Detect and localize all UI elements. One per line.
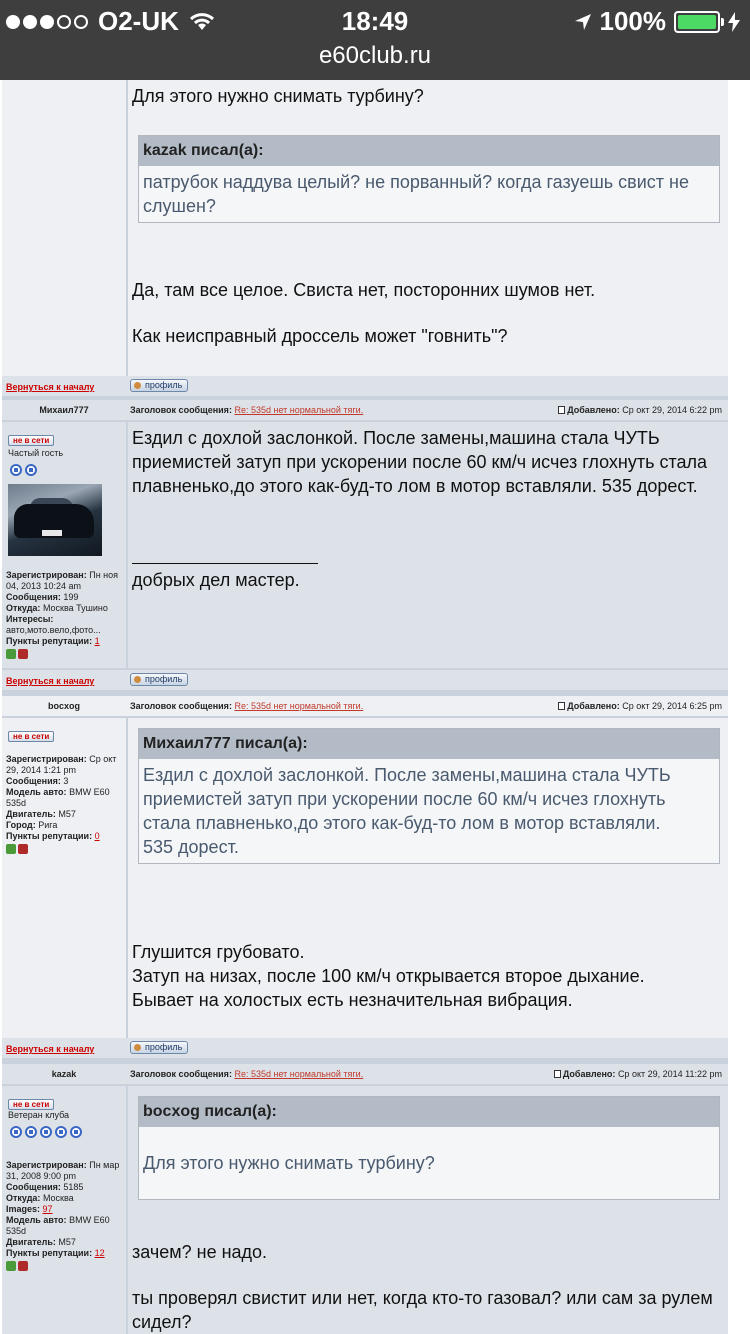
info-label: Сообщения: xyxy=(6,776,61,786)
info-label: Модель авто: xyxy=(6,1215,67,1225)
info-value: Москва Тушино xyxy=(42,603,108,613)
info-value: Ср окт 29, 2014 1:21 pm xyxy=(6,754,117,775)
info-label: Город: xyxy=(6,820,36,830)
post-header xyxy=(2,400,728,420)
added-label: Добавлено: xyxy=(567,701,620,711)
rep-up-icon[interactable] xyxy=(6,1261,16,1271)
quote-author: kazak писал(а): xyxy=(139,136,719,166)
quote-line: Ездил с дохлой заслонкой. После замены,машина стала ЧУТЬ приемистей затуп при ускорении после 60 км/ч исчез глохнуть стала плавненько,до этого как-буд-то лом в мотор вставляли. xyxy=(143,765,671,833)
post-text: Как неисправный дроссель может "говнить"? xyxy=(132,326,508,346)
info-label: Зарегистрирован: xyxy=(6,570,87,580)
post-text: Ездил с дохлой заслонкой. После замены,машина стала ЧУТЬ приемистей затуп при ускорении после 60 км/ч исчез глохнуть стала плавненько,до этого как-буд-то лом в мотор вставляли. 535 дорест. xyxy=(132,428,708,496)
info-value: Рига xyxy=(38,820,58,830)
post-date xyxy=(558,701,722,711)
post-subject xyxy=(130,405,363,415)
profile-button[interactable]: профиль xyxy=(130,379,188,392)
rep-down-icon[interactable] xyxy=(18,649,28,659)
post-text xyxy=(132,940,645,1012)
rep-up-icon[interactable] xyxy=(6,649,16,659)
info-value: Пн ноя 04, 2013 10:24 am xyxy=(6,570,119,591)
location-arrow-icon xyxy=(574,13,592,31)
info-label: Откуда: xyxy=(6,1193,41,1203)
info-label: Зарегистрирован: xyxy=(6,1160,87,1170)
post-author-panel xyxy=(2,1086,126,1334)
subject-label: Заголовок сообщения: xyxy=(130,405,232,415)
offline-badge: не в сети xyxy=(8,731,54,742)
subject-link[interactable]: Re: 535d нет нормальной тяги. xyxy=(234,701,364,711)
rank-star-icon xyxy=(10,1126,22,1138)
info-label: Зарегистрирован: xyxy=(6,754,87,764)
status-right xyxy=(574,6,741,37)
post-line: Глушится грубовато. xyxy=(132,942,305,962)
battery-icon xyxy=(674,11,720,33)
info-value: 5185 xyxy=(63,1182,84,1192)
status-bar xyxy=(0,0,750,80)
charging-icon xyxy=(728,12,740,32)
quote-block xyxy=(138,728,720,864)
post-icon[interactable] xyxy=(558,406,565,414)
signature: добрых дел мастер. xyxy=(132,570,300,590)
post-body xyxy=(128,422,728,668)
post-body xyxy=(128,718,728,1038)
info-label: Двигатель: xyxy=(6,809,56,819)
rank-star-icon xyxy=(25,464,37,476)
post-date-value: Ср окт 29, 2014 6:25 pm xyxy=(622,701,722,711)
back-to-top-link[interactable]: Вернуться к началу xyxy=(6,382,95,392)
post-footer xyxy=(2,670,728,690)
offline-badge: не в сети xyxy=(8,435,54,446)
post-footer xyxy=(2,376,728,396)
user-info xyxy=(6,1160,124,1271)
info-label: Пункты репутации: xyxy=(6,636,93,646)
battery-percent: 100% xyxy=(599,6,666,36)
user-rank: Ветеран клуба xyxy=(8,1110,70,1120)
post-author-name[interactable]: kazak xyxy=(51,1069,77,1079)
post-header xyxy=(2,696,728,716)
quote-body xyxy=(139,759,719,863)
post-subject xyxy=(130,1069,363,1079)
user-info xyxy=(6,754,124,854)
post-text: зачем? не надо. xyxy=(132,1242,268,1262)
offline-badge: не в сети xyxy=(8,1099,54,1110)
post-text: ты проверял свистит или нет, когда кто-то газовал? или сам за рулем сидел? xyxy=(132,1288,713,1332)
post-author-panel xyxy=(2,718,126,1038)
post-icon[interactable] xyxy=(554,1070,561,1078)
address-bar[interactable]: e60club.ru xyxy=(318,42,432,69)
rep-up-icon[interactable] xyxy=(6,844,16,854)
subject-label: Заголовок сообщения: xyxy=(130,701,232,711)
rank-star-icon xyxy=(10,464,22,476)
post-line: Затуп на низах, после 100 км/ч открывается второе дыхание. xyxy=(132,966,645,986)
quote-body: Для этого нужно снимать турбину? xyxy=(143,1153,435,1173)
post-body xyxy=(128,80,728,376)
added-label: Добавлено: xyxy=(567,405,620,415)
quote-block xyxy=(138,135,720,223)
info-value: авто,мото.вело,фото... xyxy=(6,625,101,635)
carrier-name: O2-UK xyxy=(98,6,179,36)
rep-down-icon[interactable] xyxy=(18,844,28,854)
info-label: Сообщения: xyxy=(6,592,61,602)
profile-button[interactable]: профиль xyxy=(130,673,188,686)
info-label: Images: xyxy=(6,1204,41,1214)
profile-button[interactable]: профиль xyxy=(130,1041,188,1054)
user-info xyxy=(6,570,124,659)
info-value: Пн мар 31, 2008 9:00 pm xyxy=(6,1160,120,1181)
subject-link[interactable]: Re: 535d нет нормальной тяги. xyxy=(234,405,364,415)
quote-author: Михаил777 писал(а): xyxy=(139,729,719,759)
info-value: M57 xyxy=(58,809,76,819)
clock: 18:49 xyxy=(341,6,409,36)
post-author-name[interactable]: bocxog xyxy=(47,701,80,711)
rank-star-icon xyxy=(25,1126,37,1138)
post-footer xyxy=(2,1038,728,1058)
signature-divider xyxy=(132,546,318,564)
info-label: Двигатель: xyxy=(6,1237,56,1247)
quote-author: bocxog писал(а): xyxy=(139,1097,719,1127)
reputation-buttons xyxy=(6,844,124,854)
subject-link[interactable]: Re: 535d нет нормальной тяги. xyxy=(234,1069,364,1079)
info-label: Пункты репутации: xyxy=(6,1248,93,1258)
rank-star-icon xyxy=(70,1126,82,1138)
info-value: BMW E60 535d xyxy=(6,1215,110,1236)
rank-stars xyxy=(10,1126,82,1138)
reputation-buttons xyxy=(6,649,124,659)
added-label: Добавлено: xyxy=(562,1069,616,1079)
info-value: 3 xyxy=(63,776,69,786)
page-content xyxy=(0,80,750,1334)
back-to-top-link[interactable]: Вернуться к началу xyxy=(6,1044,95,1054)
post-date-value: Ср окт 29, 2014 11:22 pm xyxy=(617,1069,722,1079)
reputation-link[interactable]: 1 xyxy=(94,636,100,646)
post-subject xyxy=(130,701,363,711)
images-link[interactable]: 97 xyxy=(42,1204,53,1214)
quote-body: патрубок наддува целый? не порванный? когда газуешь свист не слушен? xyxy=(143,172,689,216)
post-author-panel xyxy=(2,422,126,668)
reputation-link[interactable]: 0 xyxy=(94,831,100,841)
info-value: 199 xyxy=(63,592,79,602)
post-icon[interactable] xyxy=(558,702,565,710)
rank-star-icon xyxy=(40,1126,52,1138)
post-text: Для этого нужно снимать турбину? xyxy=(132,86,424,106)
info-label: Модель авто: xyxy=(6,787,67,797)
info-label: Откуда: xyxy=(6,603,41,613)
info-label: Сообщения: xyxy=(6,1182,61,1192)
post-date-value: Ср окт 29, 2014 6:22 pm xyxy=(622,405,722,415)
post-text: Да, там все целое. Свиста нет, посторонних шумов нет. xyxy=(132,280,596,300)
post-author-name[interactable]: Михаил777 xyxy=(39,405,89,415)
reputation-link[interactable]: 12 xyxy=(94,1248,105,1258)
post-author-panel xyxy=(2,80,126,376)
post-date xyxy=(558,405,722,415)
topic-table xyxy=(2,80,728,1334)
post-header xyxy=(2,1064,728,1084)
rep-down-icon[interactable] xyxy=(18,1261,28,1271)
avatar xyxy=(8,484,102,556)
quote-line: 535 дорест. xyxy=(143,837,239,857)
reputation-buttons xyxy=(6,1261,124,1271)
quote-block xyxy=(138,1096,720,1200)
rank-star-icon xyxy=(55,1126,67,1138)
user-rank: Частый гость xyxy=(8,448,64,458)
info-label: Пункты репутации: xyxy=(6,831,93,841)
post-line: Бывает на холостых есть незначительная вибрация. xyxy=(132,990,573,1010)
info-value: M57 xyxy=(58,1237,76,1247)
info-value: BMW E60 535d xyxy=(6,787,110,808)
info-value: Москва xyxy=(42,1193,74,1203)
post-body xyxy=(128,1086,728,1334)
back-to-top-link[interactable]: Вернуться к началу xyxy=(6,676,95,686)
rank-stars xyxy=(10,464,37,476)
post-date xyxy=(554,1069,722,1079)
info-label: Интересы: xyxy=(6,614,54,624)
subject-label: Заголовок сообщения: xyxy=(130,1069,232,1079)
